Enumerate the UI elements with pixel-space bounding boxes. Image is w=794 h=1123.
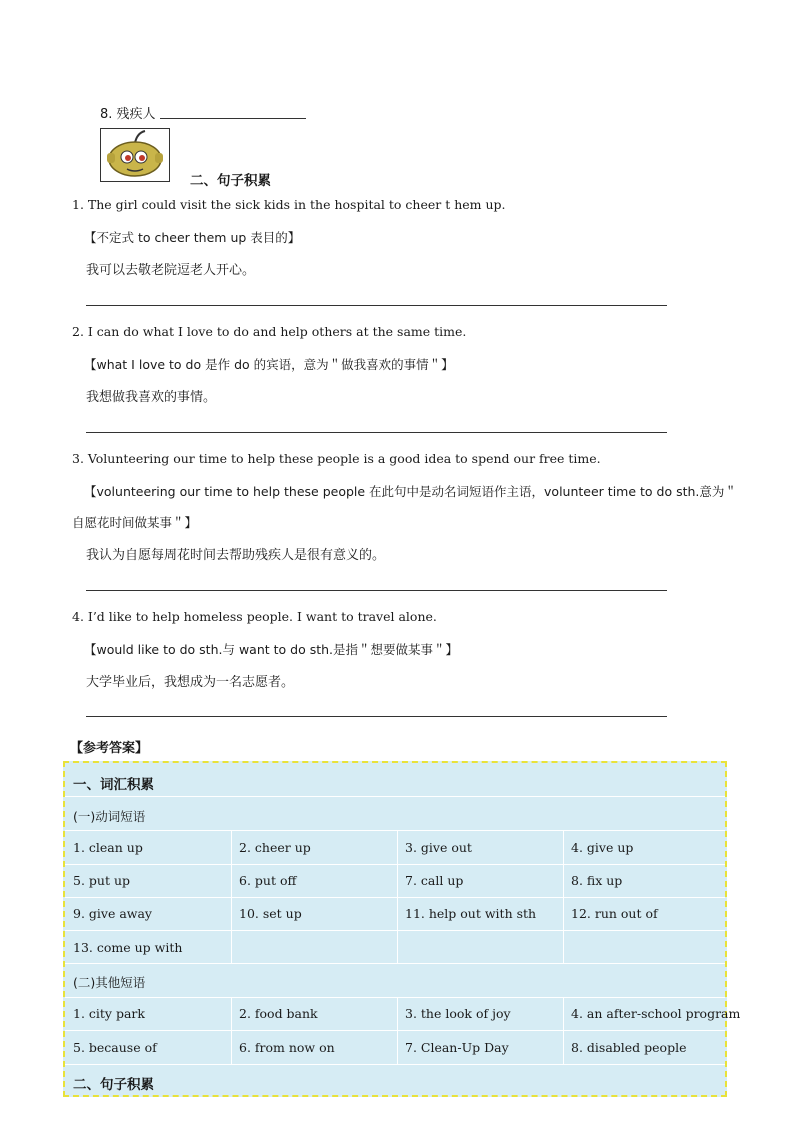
sentence-1-note: 【不定式 to cheer them up 表目的】 [84,230,301,245]
sentence-1-answer-line [86,305,667,306]
verb-phrase-cell: 2. cheer up [239,840,311,855]
other-phrase-cell: 1. city park [73,1006,145,1021]
vocab-item-8-answer-line [160,118,306,119]
answer-key-heading: 【参考答案】 [70,741,149,756]
answers-row-divider [65,963,725,964]
other-phrase-cell: 2. food bank [239,1006,318,1021]
verb-phrase-cell: 7. call up [405,873,464,888]
answers-column-divider [231,997,232,1064]
answers-row-divider [65,1064,725,1065]
sentence-3-note-continued: 自愿花时间做某事＂】 [72,515,198,530]
sentence-4-answer-line [86,716,667,717]
verb-phrase-cell: 5. put up [73,873,131,888]
answer-key-box [63,761,741,1097]
sentence-2-note: 【what I love to do 是作 do 的宾语，意为＂做我喜欢的事情＂】 [84,357,454,372]
verb-phrase-cell: 9. give away [73,906,152,921]
sentence-2-chinese-prompt: 我想做我喜欢的事情。 [86,390,217,405]
verb-phrase-cell: 6. put off [239,873,297,888]
other-phrase-cell: 7. Clean-Up Day [405,1040,509,1055]
answers-column-divider [563,997,564,1064]
answers-column-divider [231,830,232,963]
answers-row-divider [65,864,725,865]
sentence-1-english: 1. The girl could visit the sick kids in the hospital to cheer t hem up. [72,197,506,212]
answers-column-divider [563,830,564,963]
answers-verb-phrases-heading: (一)动词短语 [73,809,146,824]
sentence-2-answer-line [86,432,667,433]
answers-row-divider [65,1030,725,1031]
sentence-3-english: 3. Volunteering our time to help these people is a good idea to spend our free time. [72,451,601,466]
sentence-4-note: 【would like to do sth.与 want to do sth.是指＂想要做某事＂】 [84,642,459,657]
answers-row-divider [65,930,725,931]
vocab-item-8-label: 8. 残疾人 [100,107,156,122]
sentence-3-answer-line [86,590,667,591]
verb-phrase-cell: 13. come up with [73,940,183,955]
other-phrase-cell: 8. disabled people [571,1040,687,1055]
other-phrase-cell: 6. from now on [239,1040,335,1055]
answers-row-divider [65,897,725,898]
answers-vocab-heading: 一、词汇积累 [73,777,154,793]
mascot-image [100,128,170,182]
verb-phrase-cell: 1. clean up [73,840,143,855]
other-phrase-cell: 3. the look of joy [405,1006,511,1021]
answers-other-phrases-heading: (二)其他短语 [73,975,146,990]
answers-column-divider [397,830,398,963]
verb-phrase-cell: 12. run out of [571,906,658,921]
answers-row-divider [65,830,725,831]
sentence-1-chinese-prompt: 我可以去敬老院逗老人开心。 [86,263,256,278]
sentence-3-chinese-prompt: 我认为自愿每周花时间去帮助残疾人是很有意义的。 [86,548,386,563]
other-phrase-cell: 5. because of [73,1040,157,1055]
answers-row-divider [65,796,725,797]
sentence-4-chinese-prompt: 大学毕业后，我想成为一名志愿者。 [86,675,295,690]
answers-sentences-heading: 二、句子积累 [73,1077,154,1093]
verb-phrase-cell: 4. give up [571,840,634,855]
answers-row-divider [65,997,725,998]
answers-column-divider [397,997,398,1064]
verb-phrase-cell: 10. set up [239,906,302,921]
verb-phrase-cell: 11. help out with sth [405,906,537,921]
sentence-4-english: 4. I’d like to help homeless people. I want to travel alone. [72,609,437,624]
other-phrase-cell: 4. an after-school program [571,1006,741,1021]
section-heading-sentences: 二、句子积累 [190,173,271,189]
sentence-3-note: 【volunteering our time to help these people 在此句中是动名词短语作主语，volunteer time to do sth.意为＂ [84,484,737,499]
sentence-2-english: 2. I can do what I love to do and help others at the same time. [72,324,467,339]
verb-phrase-cell: 3. give out [405,840,472,855]
verb-phrase-cell: 8. fix up [571,873,623,888]
